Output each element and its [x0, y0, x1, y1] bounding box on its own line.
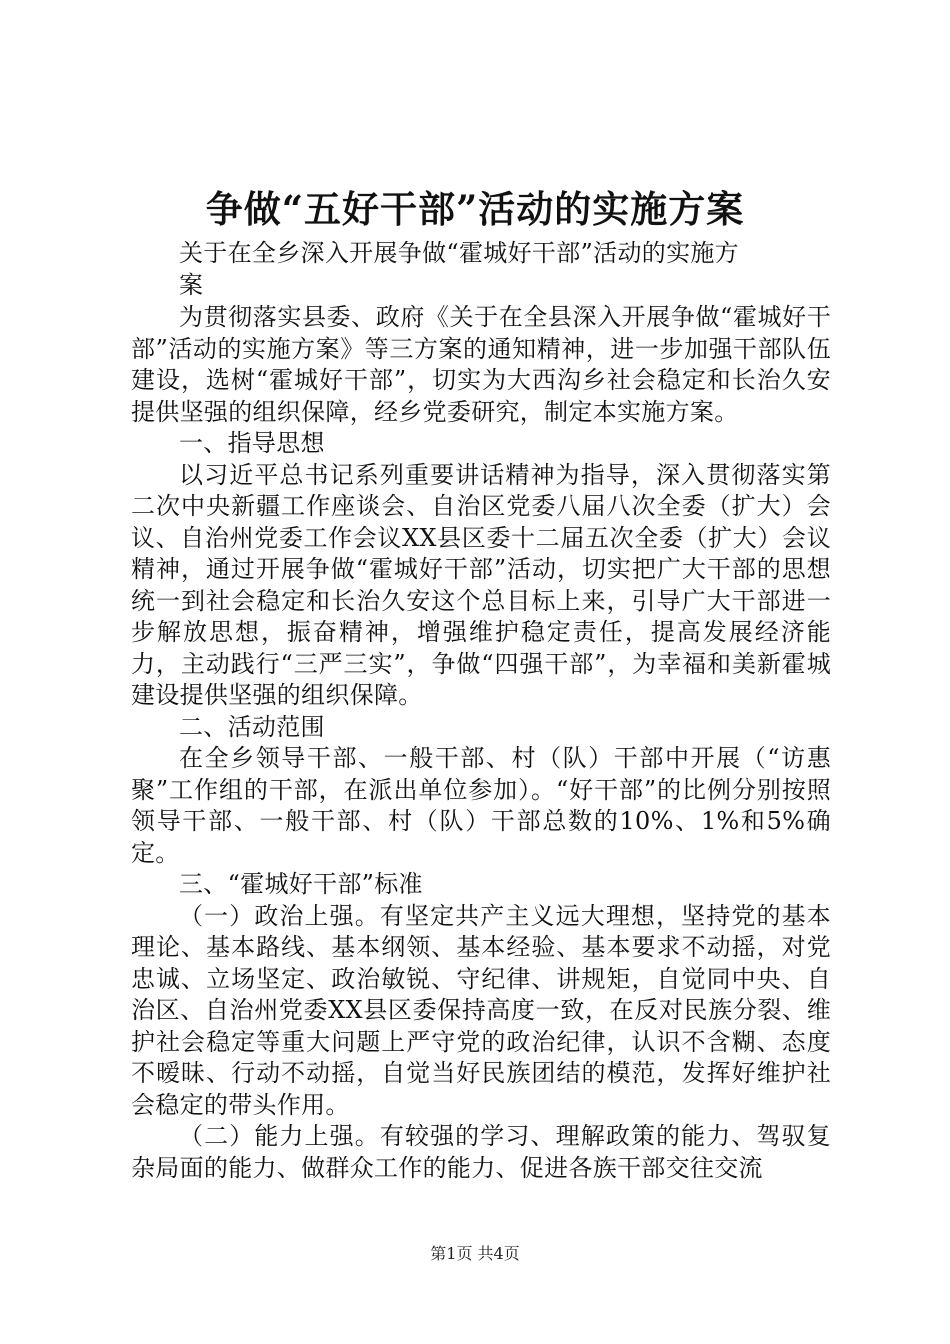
- paragraph-activity-scope: 在全乡领导干部、一般干部、村（队）干部中开展（“访惠聚”工作组的干部，在派出单位参加）。“好干部”的比例分别按照领导干部、一般干部、村（队）干部总数的10%、1%和5%确定。: [131, 744, 831, 867]
- section-heading-standards: 三、“霍城好干部”标准: [179, 870, 423, 898]
- section-heading-activity-scope: 二、活动范围: [179, 712, 325, 741]
- section-heading-guiding-ideology: 一、指导思想: [179, 429, 325, 457]
- paragraph-standard-ability: （二）能力上强。有较强的学习、理解政策的能力、驾驭复杂局面的能力、做群众工作的能力、促进各族干部交往交流: [131, 1122, 831, 1182]
- document-body: [131, 238, 831, 1184]
- page-number-footer: 第1页 共4页: [430, 1244, 520, 1263]
- document-subtitle: 关于在全乡深入开展争做“霍城好干部”活动的实施方案: [179, 239, 739, 299]
- document-title: 争做“五好干部”活动的实施方案: [205, 187, 745, 231]
- paragraph-intro: 为贯彻落实县委、政府《关于在全县深入开展争做“霍城好干部”活动的实施方案》等三方案的通知精神，进一步加强干部队伍建设，选树“霍城好干部”，切实为大西沟乡社会稳定和长治久安提供坚强的组织保障，经乡党委研究，制定本实施方案。: [131, 303, 831, 426]
- paragraph-standard-political: （一）政治上强。有坚定共产主义远大理想，坚持党的基本理论、基本路线、基本纲领、基本经验、基本要求不动摇，对党忠诚、立场坚定、政治敏锐、守纪律、讲规矩，自觉同中央、自治区、自治州党委XX县区委保持高度一致，在反对民族分裂、维护社会稳定等重大问题上严守党的政治纪律，认识不含糊、态度不暧昧、行动不动摇，自觉当好民族团结的模范，发挥好维护社会稳定的带头作用。: [131, 901, 831, 1119]
- paragraph-guiding-ideology: 以习近平总书记系列重要讲话精神为指导，深入贯彻落实第二次中央新疆工作座谈会、自治区党委八届八次全委（扩大）会议、自治州党委工作会议XX县区委十二届五次全委（扩大）会议精神，通过开展争做“霍城好干部”活动，切实把广大干部的思想统一到社会稳定和长治久安这个总目标上来，引导广大干部进一步解放思想，振奋精神，增强维护稳定责任，提高发展经济能力，主动践行“三严三实”，争做“四强干部”，为幸福和美新霍城建设提供坚强的组织保障。: [131, 460, 831, 709]
